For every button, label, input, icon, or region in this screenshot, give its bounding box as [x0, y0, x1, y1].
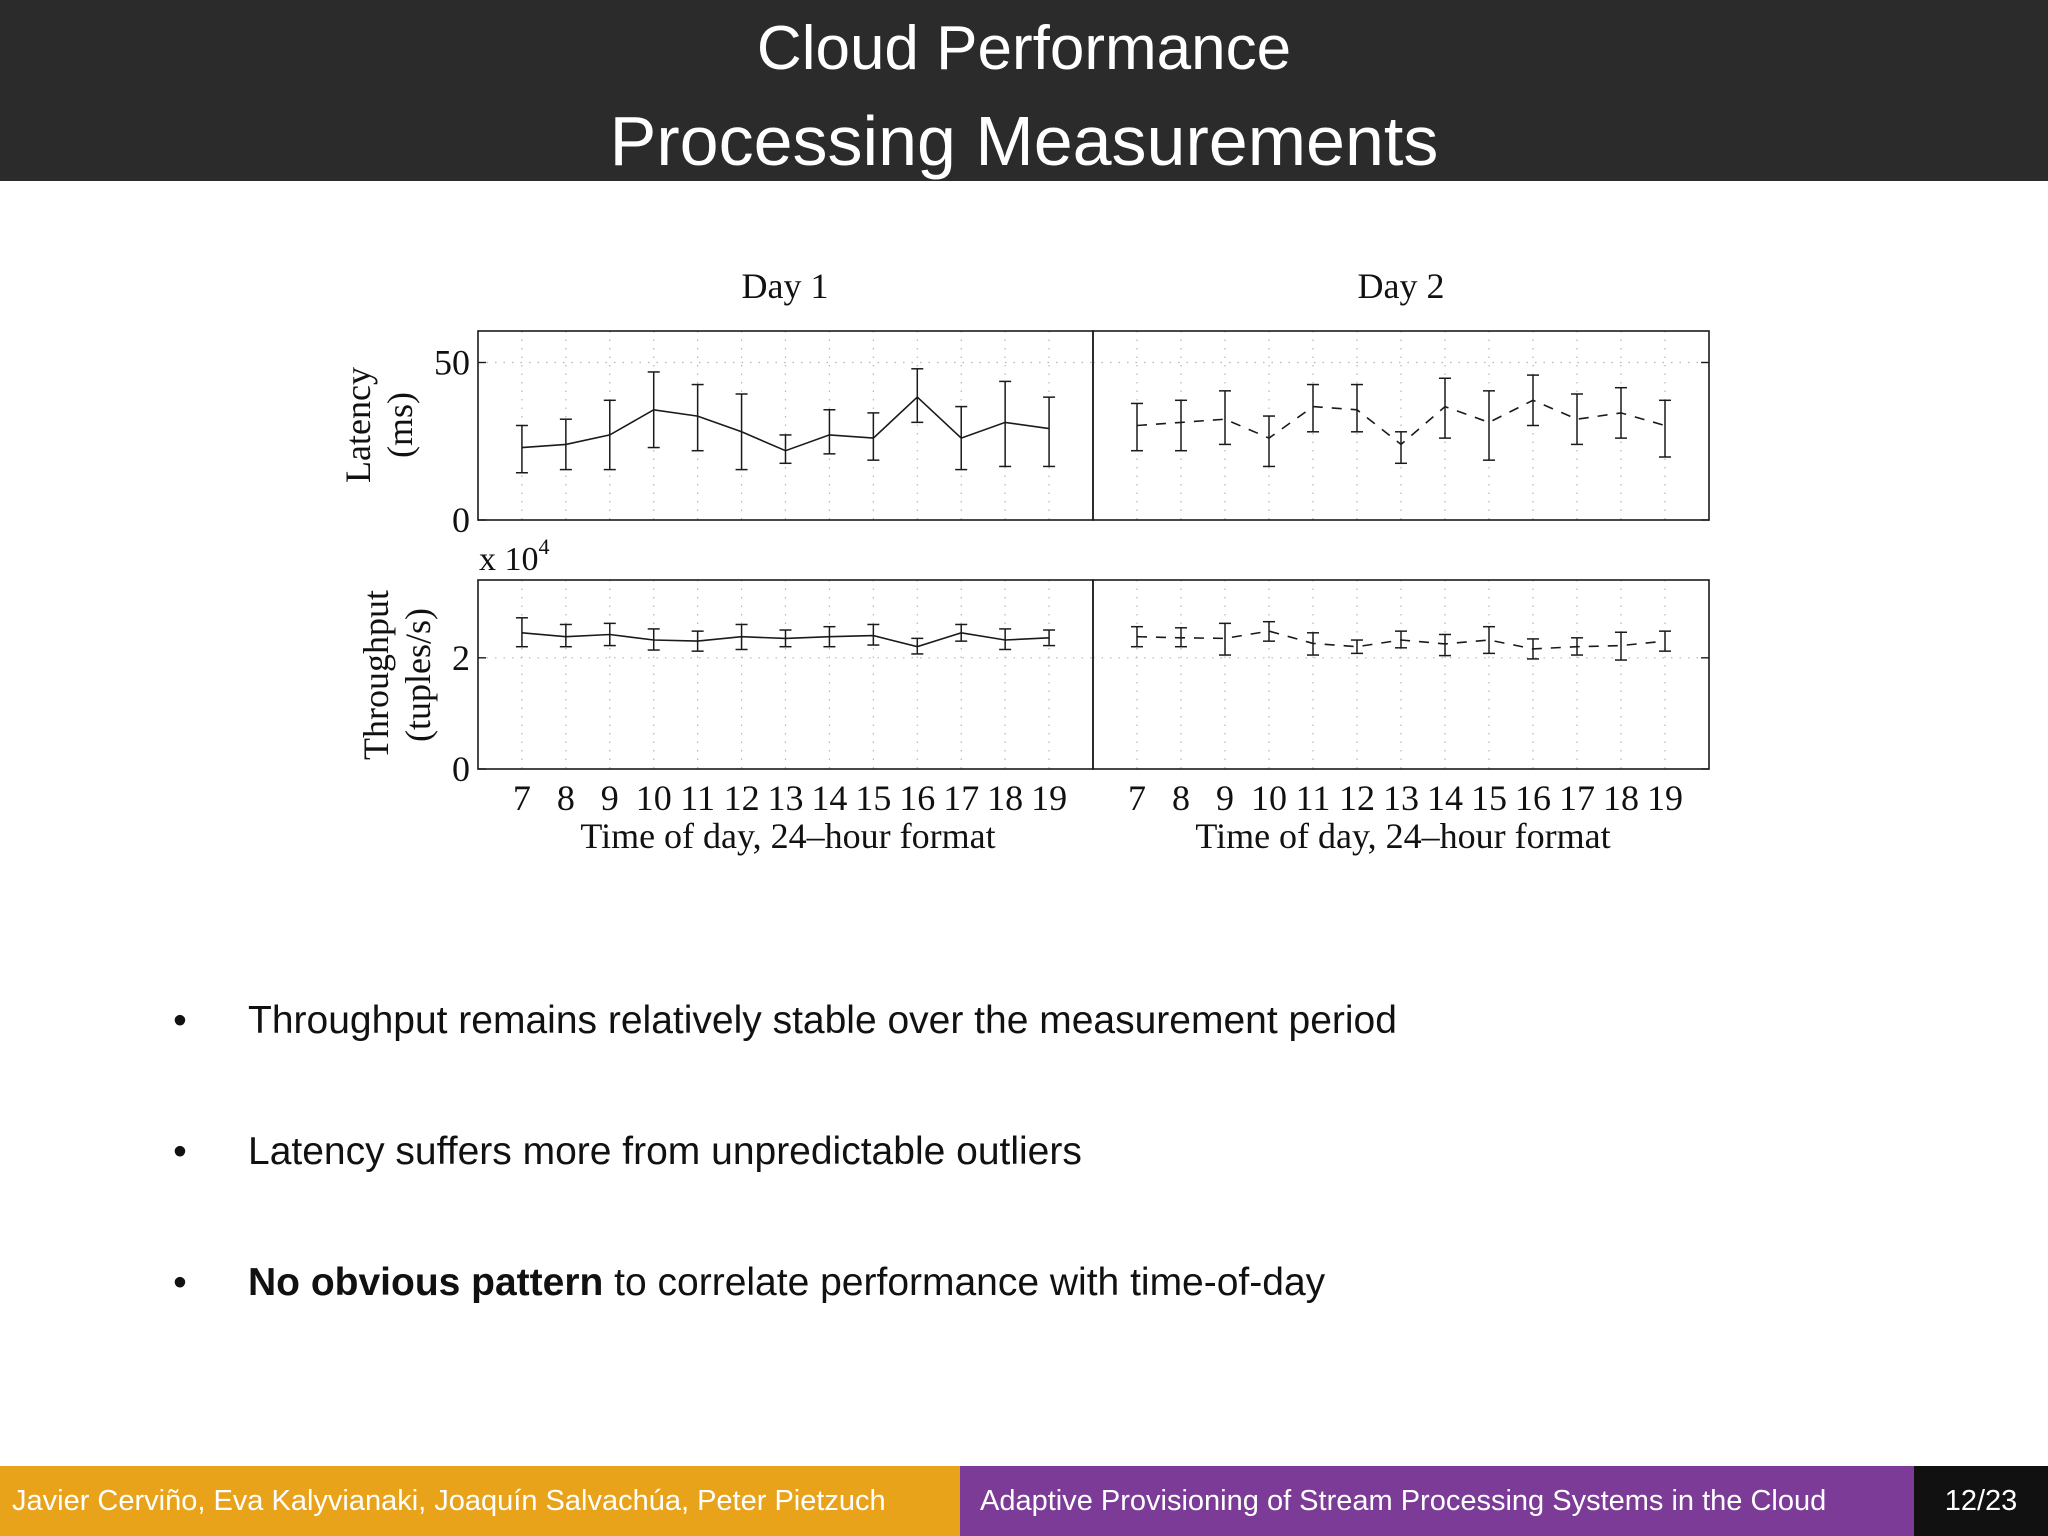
- footer-bar: [0, 1466, 2048, 1536]
- bullet-text-1: [248, 999, 1397, 1043]
- x-tick-label: 12: [723, 778, 760, 818]
- latency-ylabel: [338, 367, 420, 483]
- x-tick-label: 18: [1603, 778, 1639, 818]
- throughput-errorbar: [1219, 623, 1231, 655]
- throughput-errorbar: [516, 618, 528, 647]
- throughput-errorbar: [1395, 631, 1407, 648]
- latency-y-tick-label: 0: [452, 500, 470, 540]
- bullet-text-3: [248, 1261, 1325, 1305]
- latency-errorbar: [1175, 400, 1187, 450]
- bullet-item-1: [170, 999, 1870, 1049]
- throughput-errorbar: [1307, 633, 1319, 655]
- latency-errorbar: [1351, 385, 1363, 432]
- throughput-scale-label: [479, 534, 550, 578]
- latency-errorbar: [1131, 403, 1143, 450]
- slide-title-line1: Cloud Performance: [756, 14, 1292, 83]
- throughput-errorbar: [1263, 622, 1275, 641]
- latency-errorbar: [1263, 416, 1275, 466]
- latency-errorbar: [1219, 391, 1231, 445]
- latency-errorbar: [1043, 397, 1055, 466]
- x-tick-label: 18: [987, 778, 1024, 818]
- latency-errorbar: [1659, 400, 1671, 457]
- footer-talk-title: Adaptive Provisioning of Stream Processing Systems in the Cloud: [960, 1466, 1914, 1536]
- bullet-glyph: •: [173, 1130, 187, 1173]
- throughput-errorbar: [1659, 631, 1671, 651]
- throughput-ylabel: [356, 590, 438, 760]
- throughput-ylabel-line2: (tuples/s): [398, 608, 438, 742]
- x-tick-label: 13: [1383, 778, 1419, 818]
- slide-title-line2: Processing Measurements: [609, 102, 1439, 180]
- latency-y-tick-label: 50: [434, 342, 470, 383]
- x-tick-label: 13: [767, 778, 804, 818]
- latency-errorbar: [604, 400, 616, 469]
- panel-title-day2: Day 2: [1357, 266, 1445, 306]
- bullet-glyph: •: [173, 1261, 187, 1304]
- x-tick-label: 15: [855, 778, 892, 818]
- throughput-errorbar: [867, 624, 879, 645]
- throughput-y-tick-label: 2: [452, 637, 470, 678]
- x-tick-label: 19: [1031, 778, 1068, 818]
- x-tick-label: 7: [1128, 778, 1146, 818]
- x-tick-label: 10: [1251, 778, 1287, 818]
- x-tick-label: 14: [811, 778, 848, 818]
- x-tick-label: 16: [899, 778, 936, 818]
- x-tick-label: 7: [512, 778, 531, 818]
- chart-frames: [478, 331, 1709, 769]
- latency-errorbar: [736, 394, 748, 470]
- throughput-scale-base: x 10: [479, 541, 539, 578]
- latency-errorbar: [1395, 432, 1407, 464]
- x-tick-label: 17: [943, 778, 980, 818]
- latency-errorbar: [1439, 378, 1451, 438]
- bullet-plain-2: Latency suffers more from unpredictable outliers: [248, 1130, 1082, 1173]
- x-axis-label-day2: Time of day, 24–hour format: [1195, 816, 1611, 856]
- latency-errorbar: [1527, 375, 1539, 425]
- bullet-text-2: [248, 1130, 1082, 1174]
- x-tick-label: 14: [1427, 778, 1463, 818]
- x-tick-label: 19: [1647, 778, 1683, 818]
- panel-title-day1: Day 1: [741, 266, 829, 306]
- x-tick-label: 8: [556, 778, 575, 818]
- latency-errorbar: [955, 407, 967, 470]
- bullet-glyph: •: [173, 999, 187, 1042]
- latency-errorbar: [516, 426, 528, 473]
- latency-errorbar: [823, 410, 835, 454]
- x-tick-label: 9: [1216, 778, 1234, 818]
- x-tick-label: 9: [600, 778, 619, 818]
- throughput-ylabel-line1: Throughput: [356, 590, 396, 760]
- bullet-item-2: [170, 1130, 1870, 1180]
- bullet-plain-3: to correlate performance with time-of-day: [603, 1261, 1326, 1304]
- x-tick-label: 16: [1515, 778, 1551, 818]
- x-axis-label-day1: Time of day, 24–hour format: [580, 816, 996, 856]
- footer-authors: Javier Cerviño, Eva Kalyvianaki, Joaquín Salvachúa, Peter Pietzuch: [0, 1466, 960, 1536]
- x-tick-label: 17: [1559, 778, 1595, 818]
- bullet-plain-1: Throughput remains relatively stable over the measurement period: [248, 999, 1397, 1042]
- bullet-item-3: [170, 1261, 1870, 1311]
- throughput-errorbar: [1439, 634, 1451, 655]
- latency-errorbar: [1483, 391, 1495, 460]
- x-tick-label: 11: [680, 778, 715, 818]
- latency-errorbar: [1307, 385, 1319, 432]
- throughput-scale-exponent: 4: [538, 534, 550, 559]
- x-tick-label: 11: [1295, 778, 1331, 818]
- x-tick-label: 15: [1471, 778, 1507, 818]
- x-tick-label: 10: [635, 778, 672, 818]
- throughput-y-tick-label: 0: [452, 749, 470, 789]
- latency-errorbar: [867, 413, 879, 460]
- latency-ylabel-line1: Latency: [338, 367, 378, 483]
- latency-ylabel-line2: (ms): [380, 392, 420, 458]
- latency-errorbar: [911, 369, 923, 423]
- bullet-bold-3: No obvious pattern: [248, 1261, 604, 1304]
- x-tick-label: 8: [1172, 778, 1190, 818]
- x-tick-label: 12: [1339, 778, 1375, 818]
- footer-page-number: 12/23: [1914, 1466, 2048, 1536]
